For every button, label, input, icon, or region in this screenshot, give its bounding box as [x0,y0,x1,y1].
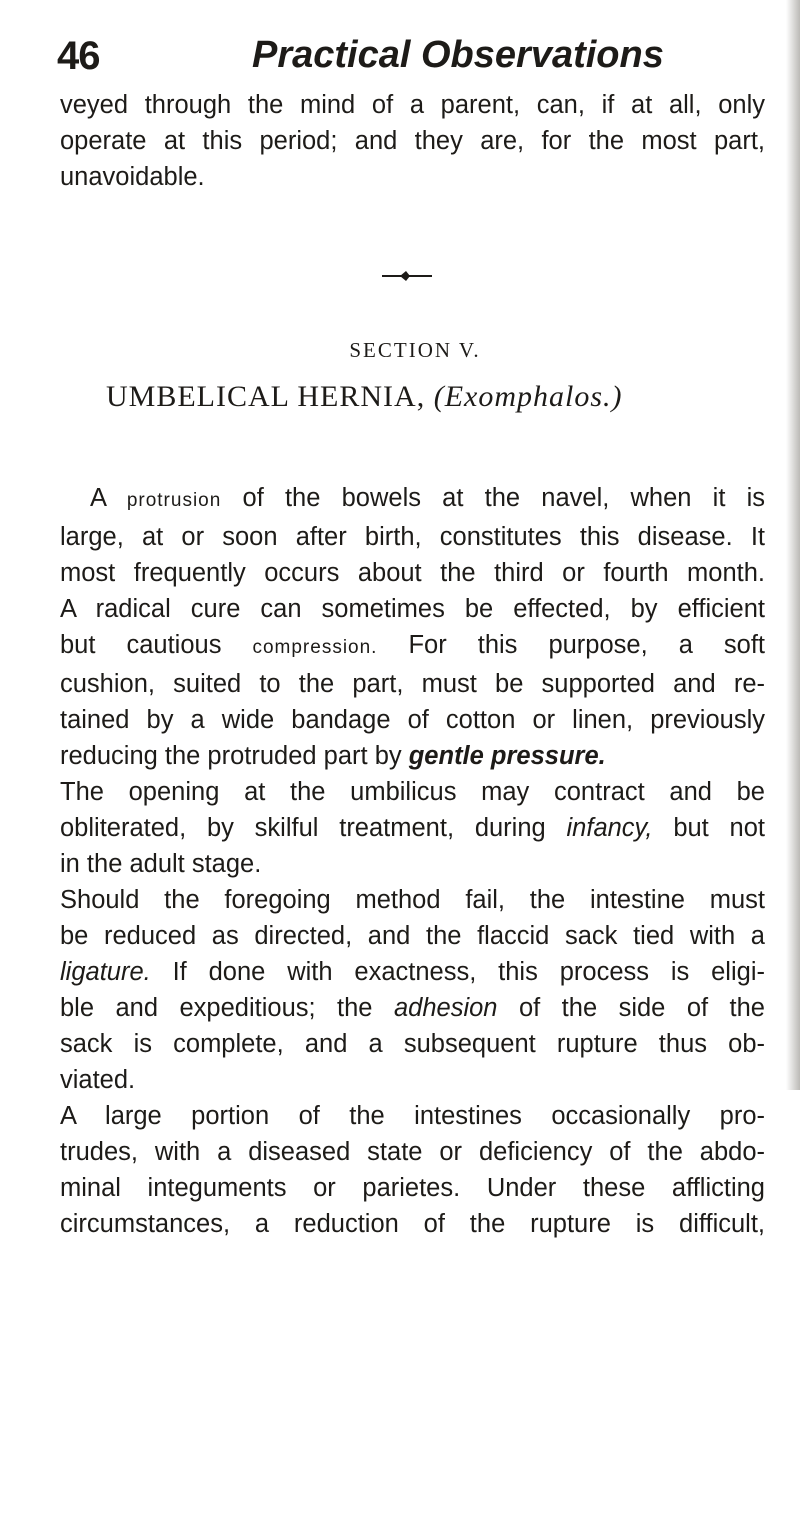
section-divider-ornament [382,270,432,282]
text-line: sack is complete, and a subsequent rupture thus ob- [60,1030,765,1058]
emphasis: adhesion [393,994,498,1022]
page-number: 46 [57,34,100,78]
section-label: SECTION V. [349,338,481,362]
text-line: be reduced as directed, and the flaccid sack tied with a [60,922,765,950]
running-head [57,34,664,84]
small-caps-term: protrusion [126,490,222,511]
text-line: in the adult stage. [60,850,262,878]
text-line: obliterated, by skilful treatment, during infancy, but not [60,814,765,842]
text-line: Should the foregoing method fail, the intestine must [60,886,765,914]
text-line: but cautious compression. For this purpose, a soft [60,631,765,659]
text-line: tained by a wide bandage of cotton or linen, previously [60,706,765,734]
text-line: large, at or soon after birth, constitutes this disease. It [60,523,765,551]
emphasis: infancy, [566,814,653,842]
text-line: reducing the protruded part by gentle pressure. [60,742,606,770]
section-title-alt: (Exomphalos.) [433,380,623,413]
section-title-main: UMBELICAL HERNIA, [106,380,426,413]
small-caps-term: compression. [252,637,378,658]
text-line: cushion, suited to the part, must be supported and re- [60,670,765,698]
text-line: viated. [60,1066,136,1094]
text-line: ble and expeditious; the adhesion of the side of the [60,994,765,1022]
text-line: A protrusion of the bowels at the navel, when it is [90,484,766,512]
text-line: veyed through the mind of a parent, can, if at all, only [60,91,765,119]
page-edge-shadow [786,0,800,1090]
section-body [60,480,765,1242]
text-line: ligature. If done with exactness, this process is eligi- [60,958,765,986]
text-line: The opening at the umbilicus may contract and be [60,778,765,806]
section-title [106,380,746,414]
emphasis: gentle pressure. [408,742,606,770]
text-line: unavoidable. [60,163,205,191]
text-line: A radical cure can sometimes be effected, by efficient [60,595,765,623]
text-line: circumstances, a reduction of the rupture is difficult, [60,1210,765,1238]
text-line: operate at this period; and they are, for the most part, [60,127,765,155]
text-line: most frequently occurs about the third or fourth month. [60,559,765,587]
continued-paragraph [60,87,765,195]
running-title: Practical Observations [252,34,664,76]
emphasis: ligature. [60,958,151,986]
text-line: A large portion of the intestines occasionally pro- [60,1102,765,1130]
text-line: trudes, with a diseased state or deficiency of the abdo- [60,1138,765,1166]
text-line: minal integuments or parietes. Under these afflicting [60,1174,765,1202]
